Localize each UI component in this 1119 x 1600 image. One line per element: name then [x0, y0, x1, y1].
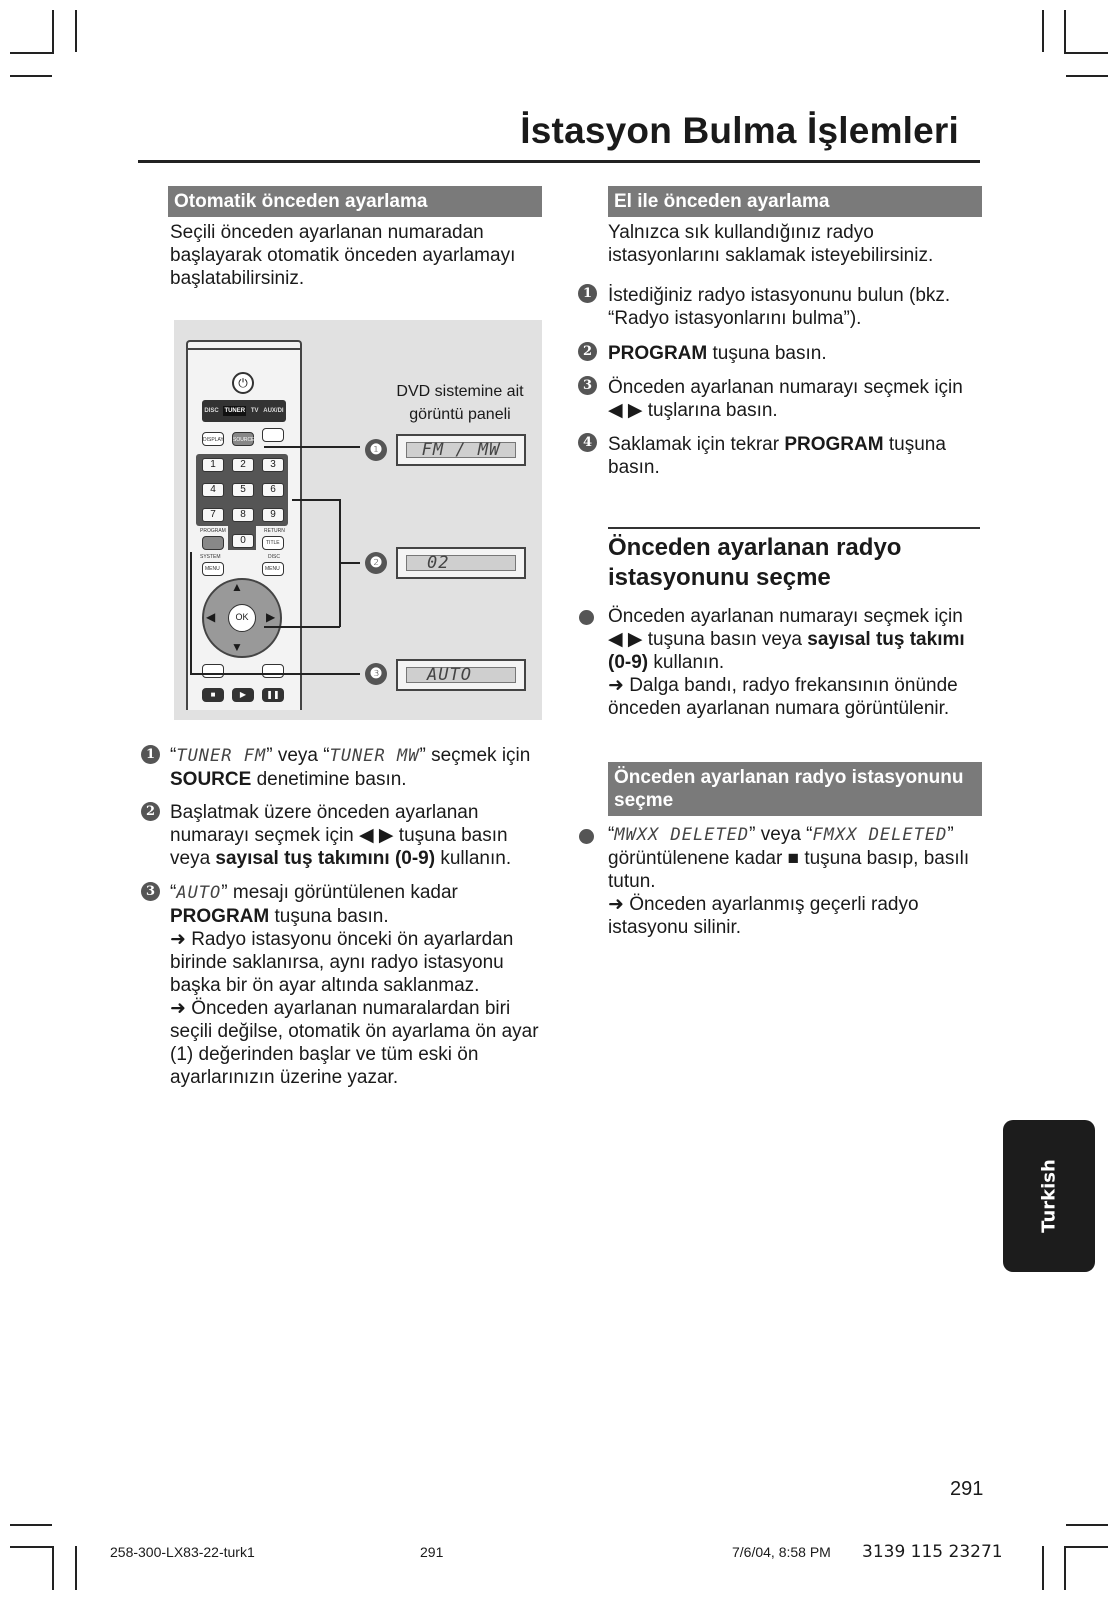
return-label: RETURN	[264, 528, 285, 534]
delete-bullet	[579, 829, 594, 844]
figure-mark-2: ❷	[365, 552, 387, 574]
manual-preset-intro: Yalnızca sık kullandığınız radyo istasyonlarını saklamak isteyebilirsiniz.	[608, 222, 934, 266]
mute-button	[262, 428, 284, 442]
display-panel-2	[396, 547, 526, 579]
display-panel-1	[396, 434, 526, 466]
display-text-auto: AUTO	[427, 665, 472, 685]
delete-preset-text: “MWXX DELETED” veya “FMXX DELETED” görüntülenene kadar ■ tuşuna basıp, basılı tutun. ➜ Önceden ayarlanmış geçerli radyo istasyonu silinir.	[608, 824, 970, 938]
auto-step-3-note-1: ➜ Radyo istasyonu önceki ön ayarlardan birinde saklanırsa, aynı radyo istasyonu başka bir ön ayar altında saklanmaz.	[170, 929, 514, 996]
key-8: 8	[232, 508, 254, 522]
page-number: 291	[950, 1478, 984, 1500]
auto-step-3-note-2: ➜ Önceden ayarlanan numaralardan biri seçili değilse, otomatik ön ayarlama ön ayar (1) değerinden başlar ve tüm eski ön ayarlarınızın üzerine yazar.	[170, 998, 539, 1088]
language-tab-label: Turkish	[1038, 1159, 1060, 1233]
key-0: 0	[232, 534, 254, 548]
key-1: 1	[202, 458, 224, 472]
manual-step-3: Önceden ayarlanan numarayı seçmek için ◀ ▶ tuşlarına basın.	[608, 377, 963, 421]
ok-button: OK	[228, 604, 256, 632]
source-selector-row	[202, 400, 286, 422]
disc-label: DISC	[268, 554, 280, 560]
display-panel-3	[396, 659, 526, 691]
key-7: 7	[202, 508, 224, 522]
step-1-badge: 1	[141, 745, 160, 764]
auto-step-1: “TUNER FM” veya “TUNER MW” seçmek için SOURCE denetimine basın.	[170, 745, 531, 790]
section-header-auto-preset: Otomatik önceden ayarlama	[168, 186, 542, 217]
footer-page: 291	[420, 1544, 444, 1560]
system-menu-label: MENU	[205, 566, 220, 572]
key-9: 9	[262, 508, 284, 522]
up-arrow-icon: ▲	[231, 580, 243, 594]
right-function-button	[262, 664, 284, 678]
footer-code: 3139 115 23271	[862, 1542, 1003, 1562]
subsection-rule	[608, 527, 980, 529]
footer-file: 258-300-LX83-22-turk1	[110, 1544, 255, 1560]
key-2: 2	[232, 458, 254, 472]
step-3-badge: 3	[141, 882, 160, 901]
manual-step-4-badge: 4	[578, 433, 597, 452]
manual-step-2-badge: 2	[578, 342, 597, 361]
source-disc: DISC	[204, 408, 219, 414]
remote-control-illustration	[186, 340, 302, 710]
footer-date: 7/6/04, 8:58 PM	[732, 1544, 831, 1560]
source-label: SOURCE	[233, 437, 255, 443]
title-label: TITLE	[266, 540, 280, 546]
display-text-fm-mw: FM / MW	[421, 440, 501, 460]
manual-step-3-badge: 3	[578, 376, 597, 395]
left-arrow-icon: ◀	[206, 610, 216, 624]
step-2-badge: 2	[141, 802, 160, 821]
manual-step-2: PROGRAM tuşuna basın.	[608, 343, 827, 364]
display-text-02: 02	[427, 553, 450, 573]
key-5: 5	[232, 483, 254, 497]
program-label: PROGRAM	[200, 528, 226, 534]
page-title: İstasyon Bulma İşlemleri	[520, 110, 959, 151]
manual-step-1: İstediğiniz radyo istasyonunu bulun (bkz. “Radyo istasyonlarını bulma”).	[608, 285, 951, 329]
select-preset-text: Önceden ayarlanan numarayı seçmek için ◀ ▶ tuşuna basın veya sayısal tuş takımı (0-9) kullanın. ➜ Dalga bandı, radyo frekansının önünde önceden ayarlanan numara görüntülenir.	[608, 606, 965, 719]
manual-step-1-badge: 1	[578, 284, 597, 303]
key-3: 3	[262, 458, 284, 472]
manual-step-4: Saklamak için tekrar PROGRAM tuşuna basın.	[608, 434, 946, 478]
source-tuner: TUNER	[224, 408, 246, 414]
auto-preset-intro: Seçili önceden ayarlanan numaradan başlayarak otomatik önceden ayarlamayı başlatabilirsiniz.	[170, 222, 516, 289]
key-6: 6	[262, 483, 284, 497]
section-header-manual-preset: El ile önceden ayarlama	[608, 186, 982, 217]
figure-mark-1: ❶	[365, 439, 387, 461]
program-button	[202, 536, 224, 550]
stop-icon: ■	[202, 688, 224, 702]
select-preset-note: ➜ Dalga bandı, radyo frekansının önünde önceden ayarlanan numara görüntülenir.	[608, 675, 958, 719]
right-arrow-icon: ▶	[266, 610, 276, 624]
power-icon: ⏻	[232, 372, 254, 394]
down-arrow-icon: ▼	[231, 640, 243, 654]
subsection-title: Önceden ayarlanan radyo istasyonunu seçme	[608, 534, 902, 591]
figure-caption: DVD sistemine ait görüntü paneli	[396, 383, 524, 423]
section-header-delete-preset: Önceden ayarlanan radyo istasyonunu seçme	[608, 762, 982, 816]
title-rule	[138, 160, 980, 163]
system-label: SYSTEM	[200, 554, 221, 560]
disc-menu-label: MENU	[265, 566, 280, 572]
auto-step-2: Başlatmak üzere önceden ayarlanan numarayı seçmek için ◀ ▶ tuşuna basın veya sayısal tuş takımını (0-9) kullanın.	[170, 802, 512, 869]
play-icon: ▶	[232, 688, 254, 702]
key-4: 4	[202, 483, 224, 497]
figure-mark-3: ❸	[365, 663, 387, 685]
source-tv: TV	[250, 408, 259, 414]
left-function-button	[202, 664, 224, 678]
pause-icon: ❚❚	[262, 688, 284, 702]
delete-preset-note: ➜ Önceden ayarlanmış geçerli radyo istasyonu silinir.	[608, 894, 919, 938]
source-aux: AUX/DI	[263, 408, 284, 414]
auto-step-3: “AUTO” mesajı görüntülenen kadar PROGRAM tuşuna basın. ➜ Radyo istasyonu önceki ön ayarlardan birinde saklanırsa, aynı radyo istasyonu başka bir ön ayar altında saklanmaz. ➜ Önceden ayarlanan numaralardan biri seçili değilse, otomatik ön ayarlama ön ayar (1) değerinden başlar ve tüm eski ön ayarlarınızın üzerine yazar.	[170, 882, 539, 1088]
language-tab	[1003, 1120, 1095, 1272]
display-label: DISPLAY	[203, 437, 224, 443]
select-bullet	[579, 610, 594, 625]
